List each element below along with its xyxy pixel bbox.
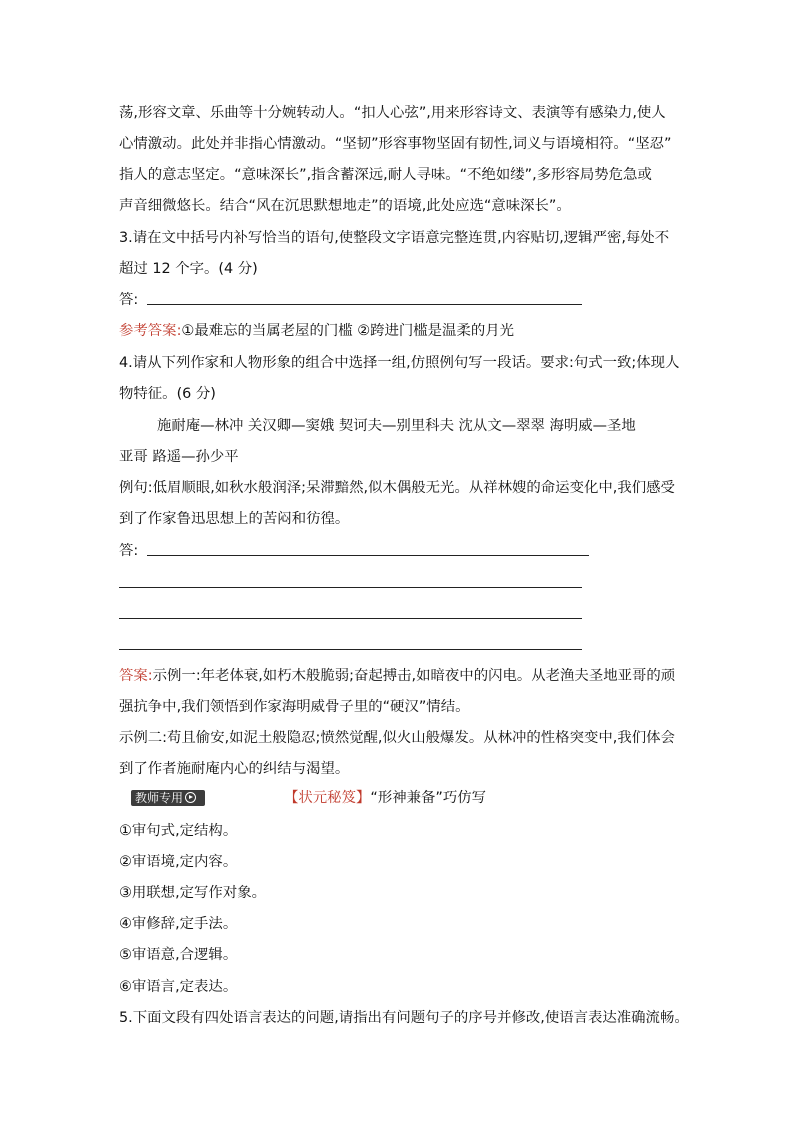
step-5: ⑤审语意,合逻辑。 [119,947,238,963]
q4-answer-example-2-line-2: 到了作者施耐庵内心的纠结与渴望。 [119,761,350,777]
teacher-only-label: 教师专用 [135,791,184,805]
q3-answer-line[interactable] [147,304,582,305]
step-6: ⑥审语言,定表达。 [119,979,238,995]
step-4: ④审修辞,定手法。 [119,916,238,932]
q4-answer-line-1[interactable] [147,555,589,556]
reference-answer-text: ①最难忘的当属老屋的门槛 ②跨进门槛是温柔的月光 [181,323,515,339]
secret-tip-label: 【状元秘笈】 [284,790,371,806]
intro-line-1: 荡,形容文章、乐曲等十分婉转动人。“扣人心弦”,用来形容诗文、表演等有感染力,使人 [119,105,666,121]
q4-options-line-2: 亚哥 路遥—孙少平 [119,449,239,465]
secret-tip-title: “形神兼备”巧仿写 [370,790,487,806]
q4-answer-line-2[interactable] [119,587,582,588]
answer-label: 答案: [119,668,153,684]
q4-line-2: 物特征。(6 分) [119,386,216,402]
play-icon [185,792,196,803]
q4-answer-example-1-line-1 [119,666,675,686]
q4-answer-label: 答: [119,543,139,559]
step-2: ②审语境,定内容。 [119,854,238,870]
q4-answer-line-4[interactable] [119,649,582,650]
q5-line-1: 5.下面文段有四处语言表达的问题,请指出有问题句子的序号并修改,使语言表达准确流畅。 [119,1010,689,1026]
q4-example-line-2: 到了作家鲁迅思想上的苦闷和彷徨。 [119,511,350,527]
q4-options-line-1: 施耐庵—林冲 关汉卿—窦娥 契诃夫—别里科夫 沈从文—翠翠 海明威—圣地 [157,418,636,434]
intro-line-4: 声音细微悠长。结合“风在沉思默想地走”的语境,此处应选“意味深长”。 [119,198,571,214]
step-3: ③用联想,定写作对象。 [119,885,266,901]
q3-line-2: 超过 12 个字。(4 分) [119,261,258,277]
q4-line-1: 4.请从下列作家和人物形象的组合中选择一组,仿照例句写一段话。要求:句式一致;体现人 [119,355,680,371]
q3-reference-answer [119,321,514,341]
intro-line-2: 心情激动。此处并非指心情激动。“坚韧”形容事物坚固有韧性,词义与语境相符。“坚忍” [119,136,672,152]
reference-answer-label: 参考答案: [119,323,182,339]
q4-answer-example-2-line-1: 示例二:苟且偷安,如泥土般隐忍;愤然觉醒,似火山般爆发。从林冲的性格突变中,我们体会 [119,730,675,746]
q4-answer-example-1-line-2: 强抗争中,我们领悟到作家海明威骨子里的“硬汉”情结。 [119,699,470,715]
teacher-only-badge [131,790,205,806]
secret-tip-heading [284,788,486,808]
q3-answer-label: 答: [119,292,139,308]
intro-line-3: 指人的意志坚定。“意味深长”,指含蓄深远,耐人寻味。“不绝如缕”,多形容局势危急或 [119,167,652,183]
q4-answer-line-3[interactable] [119,618,582,619]
q3-line-1: 3.请在文中括号内补写恰当的语句,使整段文字语意完整连贯,内容贴切,逻辑严密,每处不 [119,230,670,246]
answer-example-1-text: 示例一:年老体衰,如朽木般脆弱;奋起搏击,如暗夜中的闪电。从老渔夫圣地亚哥的顽 [152,668,676,684]
q4-example-line-1: 例句:低眉顺眼,如秋水般润泽;呆滞黯然,似木偶般无光。从祥林嫂的命运变化中,我们感受 [119,480,675,496]
step-1: ①审句式,定结构。 [119,823,238,839]
